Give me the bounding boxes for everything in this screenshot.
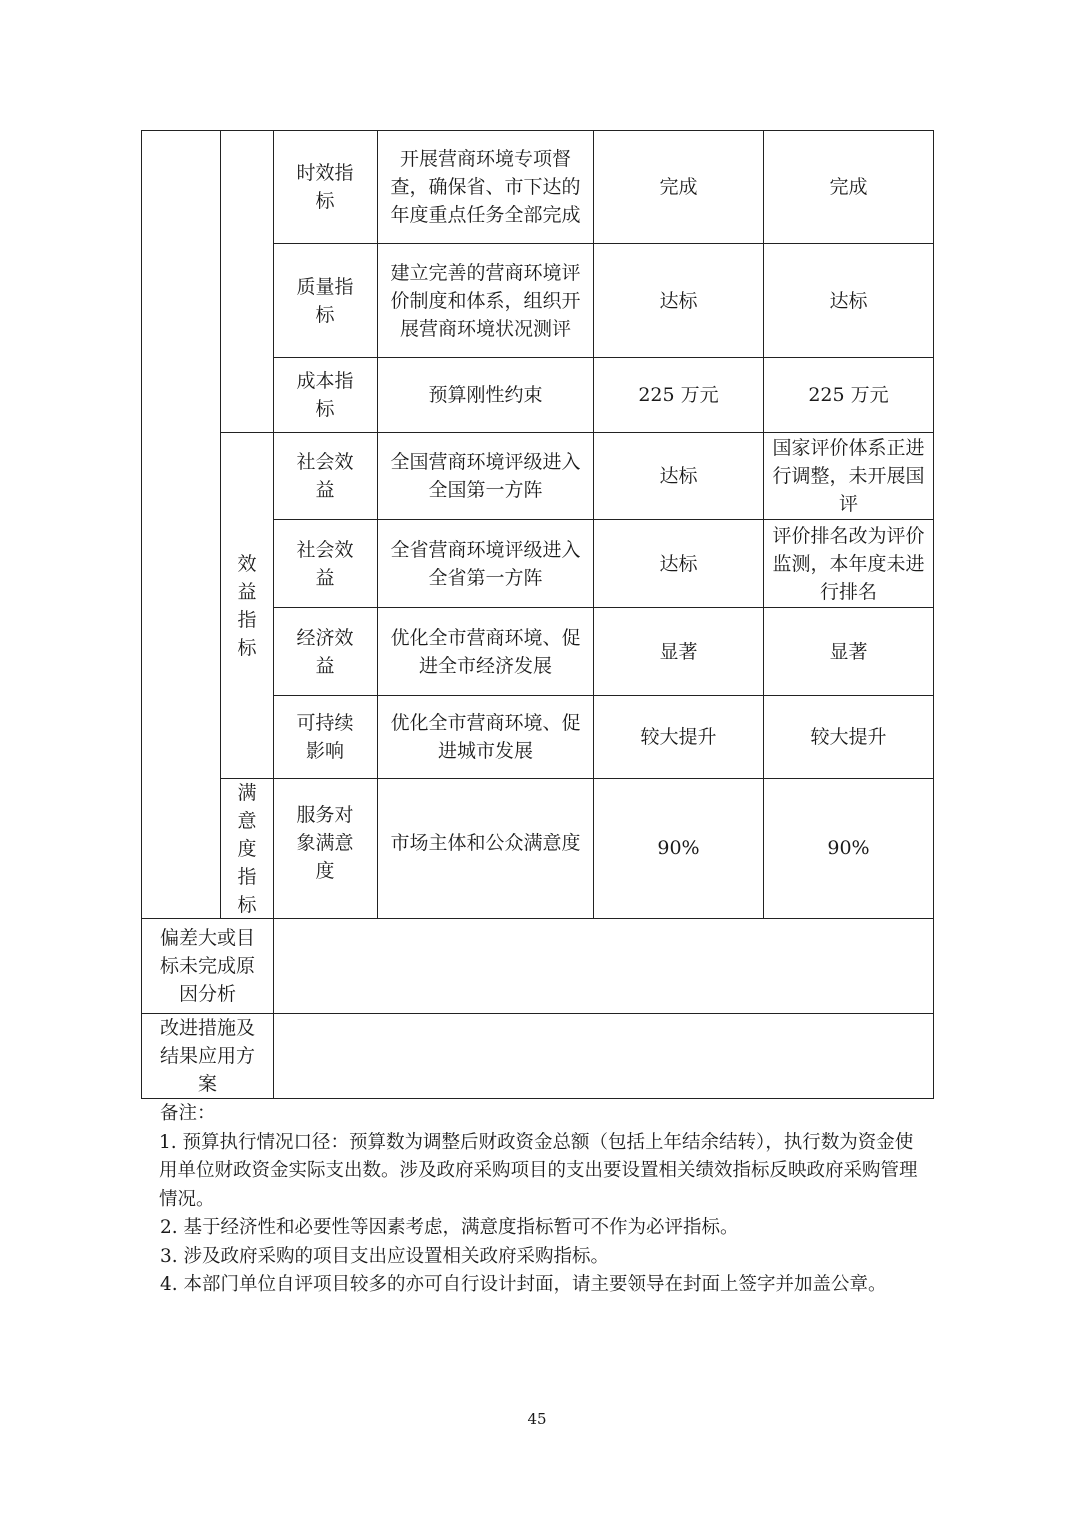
content-cell: 全国营商环境评级进入全国第一方阵 bbox=[390, 451, 581, 501]
indicator-cell: 可持续影响 bbox=[296, 712, 354, 762]
actual-cell: 90% bbox=[827, 836, 870, 859]
target-cell: 达标 bbox=[659, 289, 698, 312]
notes-title: 备注： bbox=[160, 1103, 216, 1124]
content-cell: 优化全市营商环境、促进城市发展 bbox=[390, 712, 581, 762]
actual-cell: 完成 bbox=[829, 176, 868, 198]
note-item: 2. 基于经济性和必要性等因素考虑，满意度指标暂可不作为必评指标。 bbox=[160, 1217, 739, 1238]
notes-section bbox=[160, 1100, 920, 1300]
content-cell: 建立完善的营商环境评价制度和体系，组织开展营商环境状况测评 bbox=[390, 261, 581, 340]
satisfaction-group-label: 满意度指标 bbox=[237, 781, 257, 916]
indicator-cell: 服务对象满意度 bbox=[296, 803, 354, 882]
improvement-value bbox=[274, 1014, 933, 1098]
benefit-group-label: 效益指标 bbox=[237, 552, 257, 659]
note-item: 1. 预算执行情况口径：预算数为调整后财政资金总额（包括上年结余结转），执行数为资金使用单位财政资金实际支出数。涉及政府采购项目的支出要设置相关绩效指标反映政府采购管理情况。 bbox=[159, 1131, 918, 1210]
actual-cell: 较大提升 bbox=[810, 726, 887, 748]
target-cell: 较大提升 bbox=[640, 726, 717, 748]
target-cell: 225 万元 bbox=[638, 384, 719, 406]
indicator-cell: 经济效益 bbox=[296, 626, 354, 677]
deviation-value bbox=[274, 919, 933, 1013]
table-border-right bbox=[933, 130, 934, 1099]
content-cell: 开展营商环境专项督查，确保省、市下达的年度重点任务全部完成 bbox=[390, 148, 581, 226]
page-number: 45 bbox=[527, 1410, 547, 1428]
actual-cell: 国家评价体系正进行调整，未开展国评 bbox=[772, 437, 925, 515]
target-cell: 完成 bbox=[659, 176, 698, 198]
indicator-cell: 成本指标 bbox=[296, 370, 354, 420]
improvement-label: 改进措施及结果应用方案 bbox=[159, 1017, 255, 1095]
content-cell: 市场主体和公众满意度 bbox=[390, 831, 581, 854]
target-cell: 显著 bbox=[659, 640, 698, 663]
target-cell: 90% bbox=[657, 836, 700, 859]
indicator-cell: 时效指标 bbox=[296, 162, 354, 212]
content-cell: 预算刚性约束 bbox=[428, 384, 543, 406]
indicator-cell: 社会效益 bbox=[296, 451, 354, 501]
actual-cell: 达标 bbox=[829, 289, 868, 312]
indicator-cell: 社会效益 bbox=[296, 538, 354, 589]
actual-cell: 225 万元 bbox=[808, 384, 889, 406]
content-cell: 优化全市营商环境、促进全市经济发展 bbox=[390, 626, 581, 677]
target-cell: 达标 bbox=[659, 552, 698, 575]
actual-cell: 评价排名改为评价监测，本年度未进行排名 bbox=[772, 524, 925, 603]
target-cell: 达标 bbox=[659, 465, 698, 487]
note-item: 3. 涉及政府采购的项目支出应设置相关政府采购指标。 bbox=[160, 1245, 610, 1267]
content-cell: 全省营商环境评级进入全省第一方阵 bbox=[390, 538, 581, 589]
deviation-label: 偏差大或目标未完成原因分析 bbox=[159, 927, 255, 1005]
indicator-cell: 质量指标 bbox=[296, 275, 354, 326]
note-item: 4. 本部门单位自评项目较多的亦可自行设计封面，请主要领导在封面上签字并加盖公章。 bbox=[160, 1274, 887, 1295]
actual-cell: 显著 bbox=[829, 640, 868, 663]
